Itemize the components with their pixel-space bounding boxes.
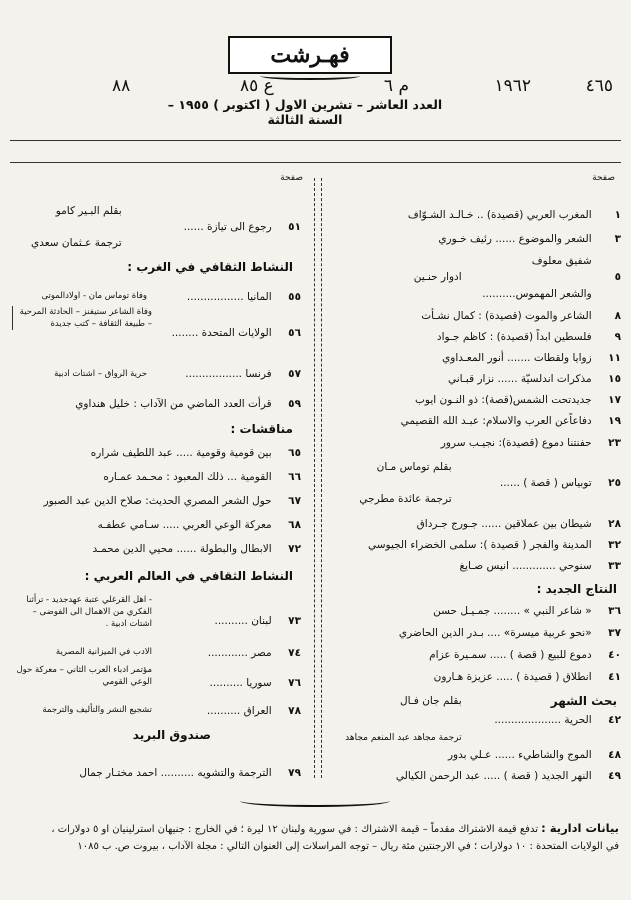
top-rule-2 — [10, 162, 621, 163]
toc-entry: ٤٠ دموع للبيع ( قصة ) ..... سمـيرة عزام — [429, 649, 621, 661]
title-ornament — [260, 72, 360, 80]
toc-entry: ٧٢ الابطال والبطولة ...... محيي الدين محمـد — [92, 543, 301, 555]
handwritten-note-right: ٤٦٥ — [585, 76, 613, 96]
toc-entry: والشعر المهموس.......... — [482, 288, 592, 300]
toc-entry: ١١ زوايا ولقطات ....... أنور المعـداوي — [442, 352, 621, 364]
toc-entry: بقلم توماس مـان — [376, 461, 452, 473]
toc-entry: ٤٨ الموج والشاطيء ...... عـلي بدور — [447, 749, 621, 761]
page-title: فهـرشت — [270, 42, 350, 68]
toc-entry: ٣٣ سنوحي ............. انيس صـايغ — [459, 560, 621, 572]
section-new-results: النتاج الجديد : — [536, 582, 617, 596]
admin-label: بيانات ادارية : — [541, 821, 619, 835]
handwritten-note-year: ١٩٦٢ — [494, 76, 531, 96]
toc-entry: ٥ ادوار حنـين — [413, 271, 621, 283]
toc-entry: ١٩ دفاعاًعن العرب والاسلام: عبـد الله القصيمي — [400, 415, 621, 427]
entry-note: وفاة توماس مان - اولادالموتى — [41, 291, 147, 301]
toc-entry: ٧٦ سوريا .......... — [209, 677, 301, 689]
section-discussions: مناقشات : — [230, 422, 293, 436]
handwritten-note-mid2: ع ٨٥ — [240, 76, 274, 96]
toc-entry: بقلم جان فـال — [399, 695, 462, 707]
section-mailbox: صندوق البريد — [132, 728, 211, 742]
toc-entry: بقلم البـير كامو — [55, 205, 122, 217]
toc-entry: ترجمة عائدة مطرجي — [359, 493, 452, 505]
toc-entry: ٤١ انطلاق ( قصيدة ) ..... عزيزة هـارون — [433, 671, 621, 683]
section-research: بحث الشهر — [550, 694, 617, 708]
column-divider — [314, 178, 322, 778]
toc-entry: ٣٦ « شاعر النبي » ........ جمـيـل حسن — [433, 605, 621, 617]
toc-entry: ٨ الشاعر والموت (قصيدة) : كمال نشـأت — [421, 310, 621, 322]
entry-note: حرية الرواق – اشتات ادبية — [54, 369, 147, 379]
toc-entry: ترجمة مجاهد عبد المنعم مجاهد — [345, 733, 462, 743]
admin-line-2: في الولايات المتحدة : ١٠ دولارات ؛ في الارجنتين مئة ريال – توجه المراسلات إلى العنوان التالي : مجلة الآداب ، بيروت ص. ب ١٠٨٥ — [77, 841, 619, 852]
toc-entry: ٦٥ بين قومية وقومية ..... عبد اللطيف شراره — [90, 447, 301, 459]
page-label-left: صفحة — [280, 173, 303, 183]
entry-note: الادب في الميزانية المصرية — [55, 647, 152, 657]
toc-entry: ٧٨ العراق .......... — [206, 705, 301, 717]
toc-entry: ٤٩ النهر الجديد ( قصة ) ..... عبد الرحمن الكيالي — [395, 770, 621, 782]
page-label-right: صفحة — [592, 173, 615, 183]
entry-note: مؤتمر ادباء العرب الثاني – معركة حول الوعي القومي — [16, 665, 152, 687]
title-box — [228, 36, 392, 74]
toc-entry: ١ المغرب العربي (قصيدة) .. خـالـد الشـوّاف — [407, 209, 621, 221]
toc-entry: ٦٨ معركة الوعي العربي ..... سـامي عطفـه — [97, 519, 301, 531]
toc-entry: شفيق معلوف — [531, 255, 592, 267]
toc-entry: ٦٦ القومية ... ذلك المعبود : محـمد عمـاره — [103, 471, 301, 483]
toc-entry: ١٥ مذكرات اندلسيّة ...... نزار قبـاني — [447, 373, 621, 385]
bottom-ornament — [240, 795, 390, 807]
toc-entry: ٢٣ حفنتنا دموع (قصيدة): نجيـب سرور — [440, 437, 621, 449]
toc-entry: ٧٩ الترجمة والتشويه .......... احمد مختـار جمال — [79, 767, 301, 779]
entry-note: - اهل القرغلي عتبة عهدجديد - ترأثنا الفكري من الاهمال الى الفوضى – اشتات ادبية . — [26, 595, 152, 629]
toc-entry: ٥٩ قرأت العدد الماضي من الآداب : خليل هنداوي — [75, 398, 301, 410]
toc-entry: ٣ الشعر والموضوع ...... رئيف خـوري — [438, 233, 621, 245]
toc-entry: ٤٢ الحرية .................... — [494, 714, 621, 726]
toc-entry: ٥٥ المانيا ................. — [186, 291, 301, 303]
section-arab-culture: النشاط الثقافي في العالم العربي : — [84, 569, 293, 583]
toc-entry: ٢٥ توبياس ( قصة ) ...... — [499, 477, 621, 489]
entry-note: وفاة الشاعر ستيفنز – الحادثة المرحية – طبيعة الثقافة – كتب جديدة — [12, 306, 152, 330]
toc-entry: ٥٧ فرنسا ................. — [185, 368, 301, 380]
toc-entry: ٣٧ «نحو عربية ميسرة» .... بـدر الدين الحاضري — [398, 627, 621, 639]
toc-entry: ١٧ جديدتحت الشمس(قصة): ذو النـون ايوب — [415, 394, 621, 406]
admin-info — [10, 820, 619, 855]
top-rule — [10, 140, 621, 141]
toc-entry: ٧٤ مصر ............ — [207, 647, 301, 659]
issue-line: العدد العاشر – تشرين الاول ( اكتوبر ) ١٩٥٥ – السنة الثالثة — [167, 97, 443, 127]
handwritten-note-left: ٨٨ — [112, 76, 131, 96]
toc-entry: ترجمة عـثمان سعدي — [30, 237, 122, 249]
toc-entry: ٧٣ لبنان .......... — [214, 615, 301, 627]
toc-entry: ٥١ رجوع الى تيازة ...... — [183, 221, 301, 233]
toc-entry: ٩ فلسطين ابداً (قصيدة) : كاظم جـواد — [436, 331, 621, 343]
entry-note: تشجيع النشر والتأليف والترجمة — [42, 705, 152, 715]
handwritten-note-mid1: م ٦ — [383, 76, 409, 96]
toc-entry: ٣٢ المدينة والفجر ( قصيدة ): سلمى الخضراء الجيوسي — [367, 539, 621, 551]
toc-entry: ٥٦ الولايات المتحدة ........ — [171, 327, 301, 339]
toc-entry: ٦٧ حول الشعر المصري الحديث: صلاح الدين عبد الصبور — [43, 495, 301, 507]
admin-line-1: تدفع قيمة الاشتراك مقدماً – قيمة الاشتراك : في سورية ولبنان ١٢ ليرة ؛ في الخارج : جنيهان استرلينيان او ٥ دولارات ، — [51, 824, 538, 835]
section-west-culture: النشاط الثقافي في الغرب : — [127, 260, 293, 274]
toc-entry: ٢٨ شيطان بين عملاقين ...... جـورج جـرداق — [416, 518, 621, 530]
